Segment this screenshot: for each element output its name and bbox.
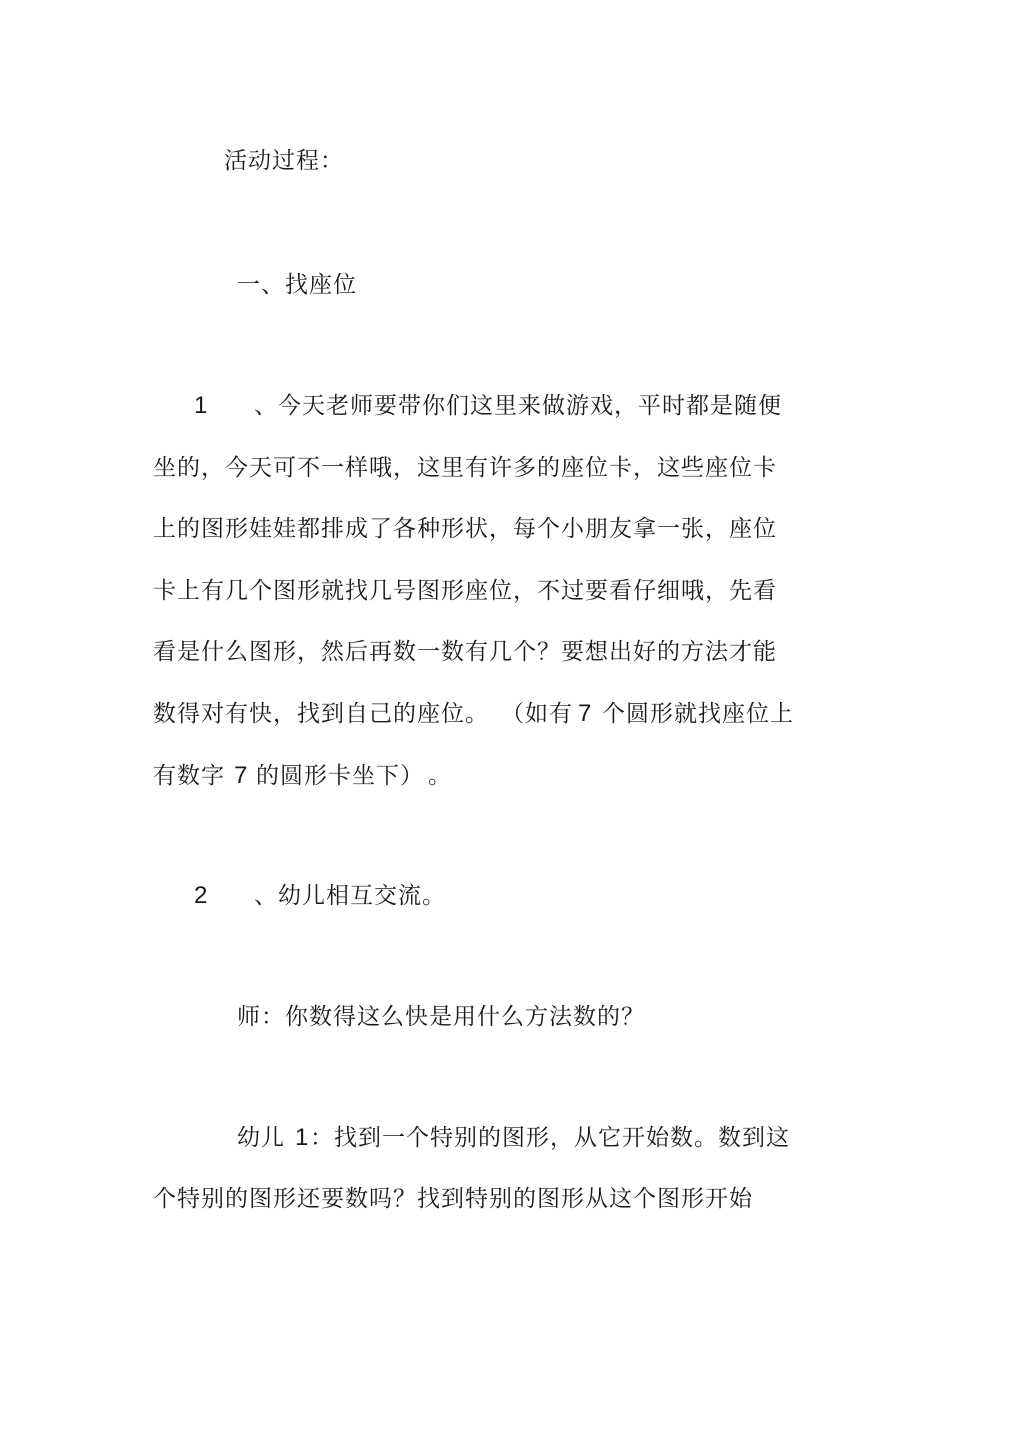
item1-line6-number: 7 xyxy=(578,700,593,727)
section-title: 一、找座位 xyxy=(237,272,357,298)
item1-line7-number: 7 xyxy=(234,762,249,789)
item1-line6-paren: （如有 xyxy=(501,701,573,727)
item1-number: 1 xyxy=(194,392,209,419)
item1-line5: 看是什么图形，然后再数一数有几个？要想出好的方法才能 xyxy=(153,639,777,665)
item1-line3: 上的图形娃娃都排成了各种形状，每个小朋友拿一张，座位 xyxy=(153,516,777,542)
item1-line7-rest: 的圆形卡坐下） xyxy=(256,763,424,789)
item1-line6-text: 数得对有快，找到自己的座位。 xyxy=(153,701,489,727)
item1-line1: 、今天老师要带你们这里来做游戏，平时都是随便 xyxy=(254,393,782,419)
child1-line2: 个特别的图形还要数吗？找到特别的图形从这个图形开始 xyxy=(153,1186,753,1212)
child1-line1: ：找到一个特别的图形，从它开始数。数到这 xyxy=(310,1125,790,1151)
child1-label: 幼儿 xyxy=(237,1125,285,1151)
item2-text: 、幼儿相互交流。 xyxy=(254,883,446,909)
item1-line4: 卡上有几个图形就找几号图形座位，不过要看仔细哦，先看 xyxy=(153,578,777,604)
item1-line7-period: 。 xyxy=(428,763,452,789)
item1-line6-rest: 个圆形就找座位上 xyxy=(602,701,794,727)
teacher-line: 师：你数得这么快是用什么方法数的？ xyxy=(237,1004,645,1030)
item2-number: 2 xyxy=(194,882,209,909)
child1-number: 1 xyxy=(295,1124,310,1151)
item1-line7-text: 有数字 xyxy=(153,763,225,789)
item1-line2: 坐的，今天可不一样哦，这里有许多的座位卡，这些座位卡 xyxy=(153,455,777,481)
heading: 活动过程： xyxy=(224,148,344,174)
